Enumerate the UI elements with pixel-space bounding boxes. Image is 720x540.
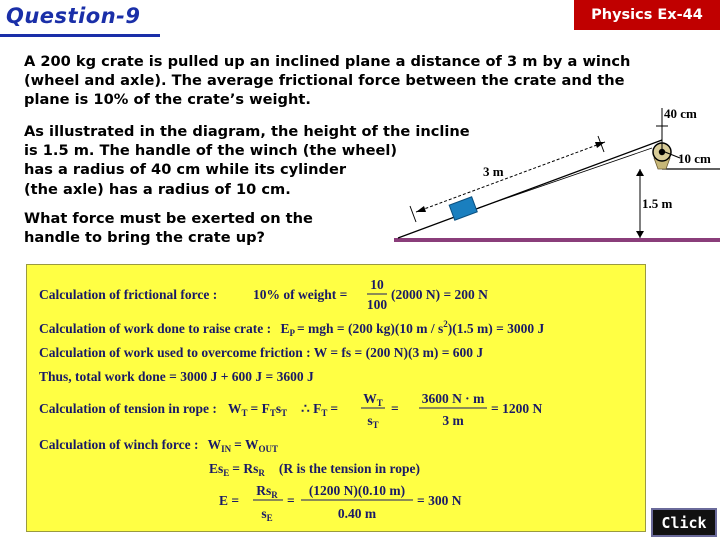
therefore-ft: ∴ F bbox=[301, 401, 322, 416]
slope-length-label: 3 m bbox=[483, 164, 504, 179]
incline-diagram bbox=[380, 100, 720, 260]
st-subscript: T bbox=[281, 408, 288, 418]
text-line: is 1.5 m. The handle of the winch (the wheel) bbox=[24, 142, 398, 160]
tension-result: = 1200 N bbox=[491, 401, 543, 416]
slope-arrow-low bbox=[416, 206, 426, 212]
fraction-numerator: 10 bbox=[370, 277, 384, 292]
st-symbol: s bbox=[275, 401, 282, 416]
win-symbol: W bbox=[207, 437, 222, 452]
subject-badge: Physics Ex-44 bbox=[574, 0, 720, 30]
raise-work-label: Calculation of work done to raise crate : bbox=[39, 321, 272, 336]
text-line: has a radius of 40 cm while its cylinder bbox=[24, 161, 347, 179]
effort-symbol: E = bbox=[219, 493, 240, 508]
ep-symbol: E bbox=[280, 321, 290, 336]
crate bbox=[449, 197, 477, 220]
height-arrow-down bbox=[636, 231, 644, 238]
height-arrow-up bbox=[636, 169, 644, 176]
text-line: plane is 10% of the crate’s weight. bbox=[24, 91, 311, 109]
seconds-squared: 2 bbox=[443, 319, 448, 329]
text-line: A 200 kg crate is pulled up an inclined plane a distance of 3 m by a winch bbox=[24, 53, 631, 70]
text-line: What force must be exerted on the bbox=[24, 210, 313, 227]
question-paragraph-3 bbox=[24, 209, 354, 247]
tension-fraction-num: $W_T$ bbox=[363, 391, 383, 408]
incline-slope bbox=[398, 140, 662, 238]
tension-line bbox=[39, 401, 338, 418]
winch-force-label: Calculation of winch force : bbox=[39, 437, 199, 452]
wt-symbol: W bbox=[228, 401, 242, 416]
total-work-line: Thus, total work done = 3000 J + 600 J = 3600 J bbox=[39, 369, 314, 384]
effort-equation-line bbox=[209, 461, 420, 478]
axle-radius-label: 10 cm bbox=[678, 151, 711, 166]
ft-subscript: T bbox=[269, 408, 276, 418]
rsr-expr: = Rs bbox=[232, 461, 259, 476]
slope-arrow-high bbox=[595, 142, 605, 148]
tension-value-num: 3600 N · m bbox=[421, 391, 485, 406]
tension-label: Calculation of tension in rope : bbox=[39, 401, 217, 416]
solution-equations bbox=[27, 265, 647, 533]
ep-subscript: P bbox=[289, 328, 295, 338]
text-line: As illustrated in the diagram, the height of the incline bbox=[24, 123, 470, 140]
winch-force-line bbox=[39, 437, 278, 454]
raise-work-expr: = mgh = (200 kg)(10 m / s bbox=[296, 321, 444, 336]
effort-result: = 300 N bbox=[417, 493, 462, 508]
wout-expr: = W bbox=[234, 437, 259, 452]
height-label: 1.5 m bbox=[642, 196, 673, 211]
frictional-force-expr: 10% of weight = bbox=[253, 287, 348, 302]
frictional-force-result: (2000 N) = 200 N bbox=[391, 287, 488, 302]
effort-value-num: (1200 N)(0.10 m) bbox=[308, 483, 406, 498]
title-underline bbox=[0, 34, 160, 37]
equals: = bbox=[330, 401, 339, 416]
slope-tick-low bbox=[410, 206, 416, 222]
win-subscript: IN bbox=[221, 444, 232, 454]
slope-length-marker bbox=[416, 142, 605, 212]
equals: = bbox=[391, 401, 399, 416]
click-button[interactable]: Click bbox=[651, 508, 717, 537]
ft-expr: = F bbox=[250, 401, 270, 416]
raise-work-line bbox=[39, 319, 545, 338]
page-title: Question-9 bbox=[6, 4, 141, 28]
effort-fraction-den: $s_E$ bbox=[261, 506, 273, 523]
tension-fraction-den: $s_T$ bbox=[367, 413, 379, 430]
equals: = bbox=[287, 493, 295, 508]
ese-subscript: E bbox=[223, 468, 230, 478]
effort-fraction-num: $Rs_R$ bbox=[256, 483, 278, 500]
fraction-denominator: 100 bbox=[366, 297, 388, 312]
frictional-force-label: Calculation of frictional force : bbox=[39, 287, 218, 302]
rsr-subscript: R bbox=[258, 468, 265, 478]
wout-subscript: OUT bbox=[258, 444, 278, 454]
friction-work-line: Calculation of work used to overcome friction : W = fs = (200 N)(3 m) = 600 J bbox=[39, 345, 484, 360]
wheel-radius-label: 40 cm bbox=[664, 106, 697, 121]
ft-subscript-2: T bbox=[321, 408, 328, 418]
text-line: (the axle) has a radius of 10 cm. bbox=[24, 180, 291, 198]
wt-subscript: T bbox=[241, 408, 248, 418]
rope bbox=[478, 148, 652, 208]
ese-symbol: Es bbox=[209, 461, 224, 476]
effort-value-den: 0.40 m bbox=[337, 506, 377, 521]
text-line: (wheel and axle). The average frictional force between the crate and the bbox=[24, 72, 625, 90]
text-line: handle to bring the crate up? bbox=[24, 229, 265, 247]
tension-note: (R is the tension in rope) bbox=[278, 461, 420, 476]
solution-panel bbox=[26, 264, 646, 532]
tension-value-den: 3 m bbox=[442, 413, 464, 428]
raise-work-result: )(1.5 m) = 3000 J bbox=[447, 321, 545, 336]
